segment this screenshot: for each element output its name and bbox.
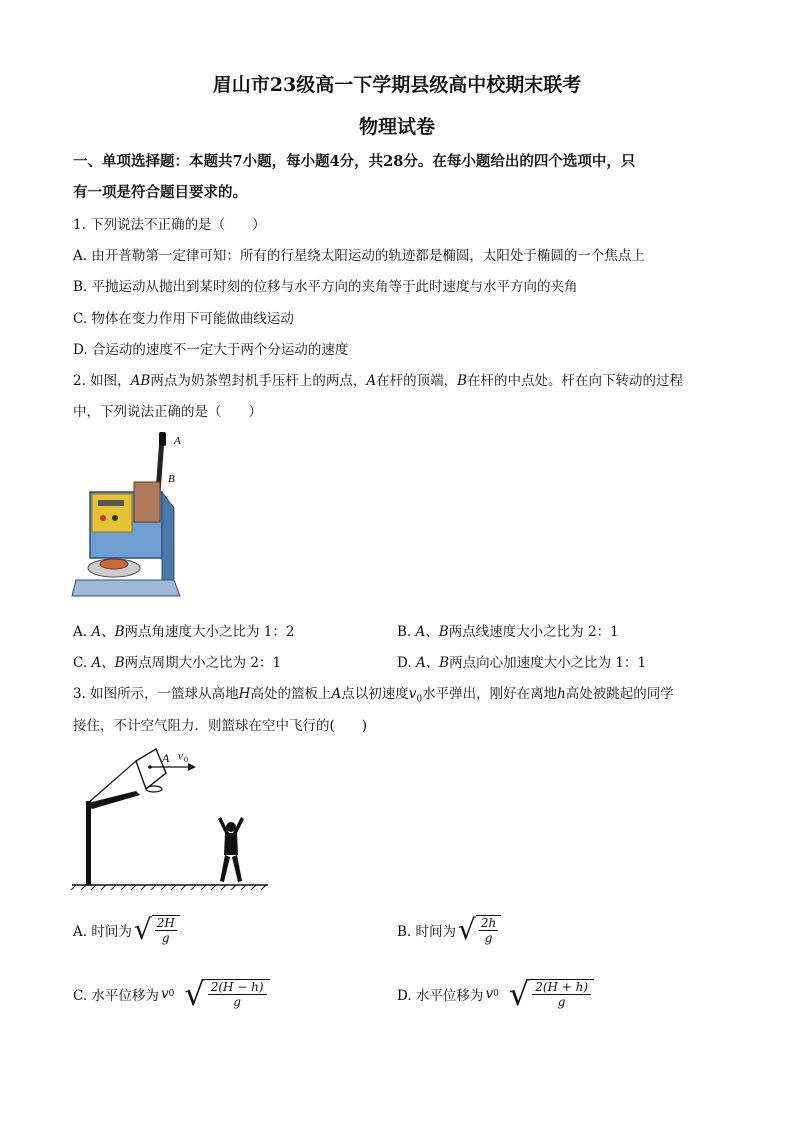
control-panel — [92, 494, 132, 532]
sealing-machine-figure — [70, 430, 190, 602]
panel-knob-black — [112, 515, 118, 521]
q3-a-label: A. 时间为 — [73, 924, 132, 940]
numerator: 2h — [480, 916, 497, 930]
q3-v-sub: 0 — [416, 694, 423, 705]
fraction — [476, 915, 501, 945]
sqrt-sign: √ — [458, 913, 476, 946]
q2-a-pts: A、B — [91, 624, 125, 640]
q2-option-b — [397, 620, 619, 640]
fraction — [529, 979, 594, 1009]
fig-label-a: A — [162, 751, 170, 765]
q3-d-label: D. 水平位移为 — [397, 988, 484, 1004]
machine-side — [162, 492, 174, 580]
q2-num: 2. 如图， — [73, 373, 131, 389]
q2-stem-line2: 中，下列说法正确的是（ ） — [73, 404, 262, 420]
lever-grip — [159, 432, 166, 446]
fig-label-v-sub: 0 — [184, 755, 188, 764]
q2-option-a — [73, 620, 295, 640]
q3-v: v — [408, 686, 417, 702]
q2-pb: B — [457, 373, 468, 389]
q3-option-d — [397, 975, 594, 1013]
q3-d-formula — [508, 975, 594, 1013]
panel-knob-red — [100, 515, 106, 521]
section-header-line2: 有一项是符合题目要求的。 — [73, 184, 247, 201]
q1-option-c: C. 物体在变力作用下可能做曲线运动 — [73, 311, 294, 327]
fraction — [152, 915, 180, 945]
q3-d-v: v — [485, 986, 494, 1002]
fig-label-b: B — [168, 473, 175, 485]
q3-c-sub: 0 — [168, 989, 175, 999]
q3-s3: 水平弹出，刚好在离地 — [422, 686, 558, 702]
q2-a-pre: A. — [73, 624, 92, 640]
q3-option-c — [73, 975, 270, 1013]
machine-base — [72, 580, 180, 596]
sqrt-sign: √ — [133, 913, 152, 946]
denominator: g — [484, 931, 493, 945]
q2-stem-line1 — [73, 369, 683, 389]
q3-s4: 高处被跳起的同学 — [565, 686, 674, 702]
q3-c-v: v — [160, 986, 169, 1002]
q3-stem-line1 — [73, 682, 674, 705]
q3-c-formula — [184, 975, 269, 1013]
q2-b-pre: B. — [397, 624, 416, 640]
q2-b-pts: A、B — [415, 624, 449, 640]
q3-d-sub: 0 — [493, 989, 499, 999]
sqrt-sign: √ — [184, 975, 205, 1013]
q2-b-txt: 两点线速度大小之比为 2：1 — [448, 624, 619, 640]
q1-option-a: A. 由开普勒第一定律可知：所有的行星绕太阳运动的轨迹都是椭圆，太阳处于椭圆的一个焦点上 — [73, 248, 645, 264]
q3-b-formula — [458, 915, 501, 945]
q3-s1: 高处的篮板上 — [250, 686, 332, 702]
q2-c-pre: C. — [73, 655, 92, 671]
q2-option-c — [73, 651, 281, 671]
q3-A: A — [331, 686, 342, 702]
q2-d-pre: D. — [397, 655, 416, 671]
section-header-line1: 一、单项选择题：本题共7小题，每小题4分，共28分。在每小题给出的四个选项中，只 — [73, 153, 636, 170]
fig-label-a: A — [174, 435, 181, 447]
q3-H: H — [238, 686, 251, 702]
q2-pa: A — [366, 373, 377, 389]
q3-option-a — [73, 915, 180, 945]
q2-s1: 两点为奶茶塑封机手压杆上的两点， — [150, 373, 367, 389]
heating-plate — [134, 482, 160, 522]
numerator: 2H — [156, 916, 175, 930]
velocity-arrow-head — [188, 763, 196, 771]
cup-holder — [100, 559, 128, 569]
q2-c-pts: A、B — [91, 655, 125, 671]
sqrt-sign: √ — [508, 975, 530, 1013]
fraction — [205, 979, 270, 1009]
q2-s3: 在杆的中点处。杆在向下转动的过程 — [467, 373, 684, 389]
q1-stem: 1. 下列说法不正确的是（ ） — [73, 217, 266, 233]
q3-a-formula — [134, 915, 180, 945]
q2-d-txt: 两点向心加速度大小之比为 1：1 — [449, 655, 647, 671]
q3-stem-line2: 接住，不计空气阻力．则篮球在空中飞行的( ) — [73, 718, 368, 734]
basketball-figure — [70, 745, 275, 890]
q2-s2: 在杆的顶端， — [376, 373, 458, 389]
q3-h: h — [557, 686, 566, 702]
numerator: 2(H − h) — [208, 980, 267, 995]
q2-d-pts: A、B — [415, 655, 450, 671]
exam-subtitle: 物理试卷 — [358, 116, 435, 138]
numerator: 2(H + h) — [532, 980, 591, 995]
q3-s2: 点以初速度 — [341, 686, 409, 702]
q3-b-label: B. 时间为 — [397, 924, 457, 940]
q2-a-txt: 两点角速度大小之比为 1：2 — [124, 624, 295, 640]
hoop-rim — [146, 786, 162, 792]
hoop-pole — [86, 801, 91, 885]
panel-display — [98, 500, 124, 506]
denominator: g — [557, 995, 566, 1009]
denominator: g — [233, 995, 241, 1009]
q2-option-d — [397, 651, 646, 671]
q3-s0: 3. 如图所示，一篮球从高地 — [73, 686, 239, 702]
player-silhouette — [218, 817, 244, 882]
q3-option-b — [397, 915, 501, 945]
q2-c-txt: 两点周期大小之比为 2：1 — [124, 655, 282, 671]
q1-option-d: D. 合运动的速度不一定大于两个分运动的速度 — [73, 342, 349, 358]
exam-title: 眉山市23级高一下学期县级高中校期末联考 — [212, 74, 582, 96]
q1-option-b: B. 平抛运动从抛出到某时刻的位移与水平方向的夹角等于此时速度与水平方向的夹角 — [73, 279, 578, 295]
fig-label-v: v — [178, 750, 183, 762]
hoop-arm — [88, 791, 140, 809]
q2-ab: AB — [130, 373, 151, 389]
q3-c-label: C. 水平位移为 — [73, 988, 159, 1004]
denominator: g — [161, 931, 170, 945]
